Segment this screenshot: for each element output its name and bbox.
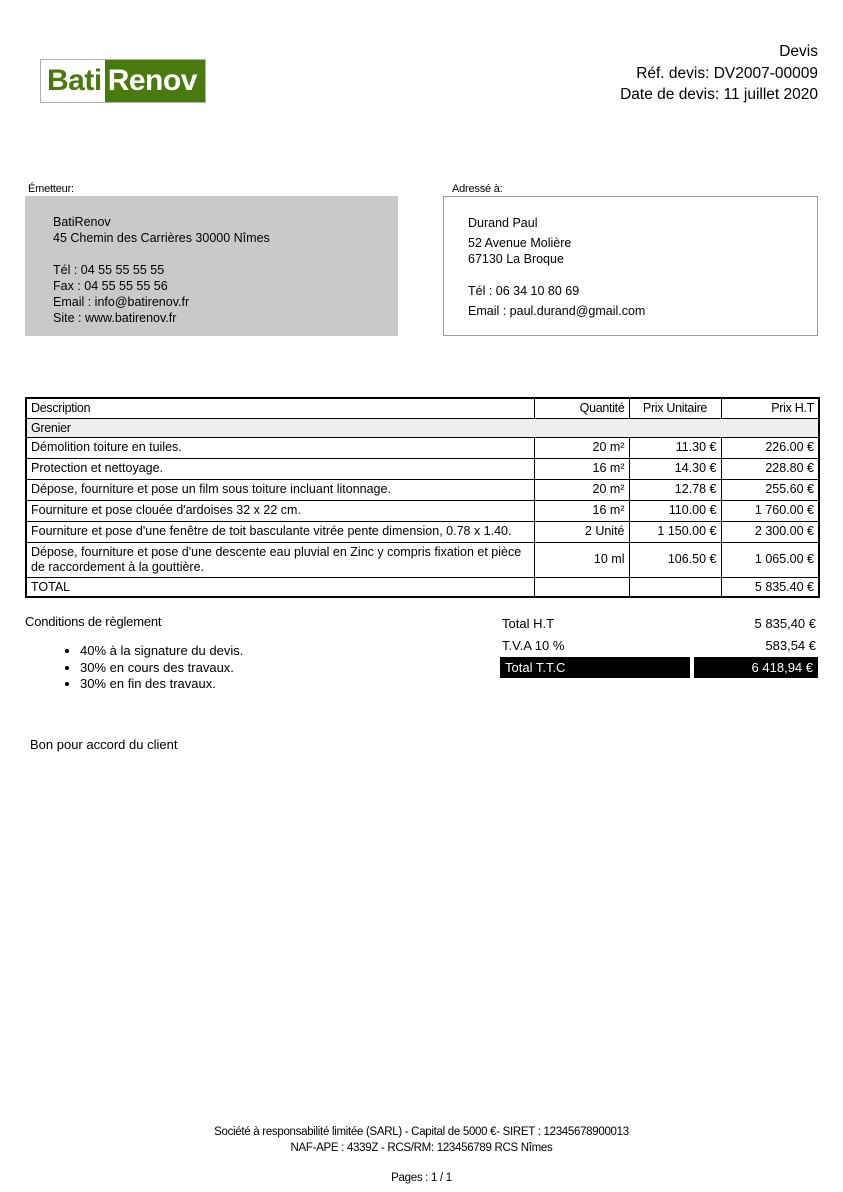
total-ttc-row [500,657,818,678]
item-unit-price: 110.00 € [629,500,721,521]
spacer [468,267,807,283]
item-description: Dépose, fourniture et pose un film sous toiture incluant litonnage. [26,479,534,500]
page-number: Pages : 1 / 1 [391,1172,452,1184]
sender-name: BatiRenov [53,215,111,229]
footer [0,1124,843,1186]
client-approval-text: Bon pour accord du client [30,737,178,752]
item-total: 2 300.00 € [721,521,819,542]
total-ttc-label: Total T.T.C [500,657,690,678]
spacer [53,246,388,262]
recipient-tel: Tél : 06 34 10 80 69 [468,284,580,298]
payment-terms-title: Conditions de règlement [25,614,162,629]
table-row [26,437,819,458]
payment-term-item: • 30% en cours des travaux. [80,660,243,677]
column-header-unit-price: Prix Unitaire [629,398,721,418]
item-unit-price: 12.78 € [629,479,721,500]
total-ttc-value: 6 418,94 € [694,657,818,678]
sender-tel: Tél : 04 55 55 55 55 [53,263,165,277]
payment-terms-list [80,643,243,693]
item-description: Fourniture et pose d'une fenêtre de toit basculante vitrée pente dimension, 0.78 x 1.40. [26,521,534,542]
item-description: Démolition toiture en tuiles. [26,437,534,458]
item-quantity: 16 m² [534,458,629,479]
recipient-email: Email : paul.durand@gmail.com [468,304,646,318]
sender-fax: Fax : 04 55 55 55 56 [53,279,168,293]
tva-row [500,634,818,656]
total-ht-label: Total H.T [502,615,555,631]
sender-box [25,196,398,336]
item-description: Dépose, fourniture et pose d'une descente eau pluvial en Zinc y compris fixation et pièce de raccordement à la gouttière. [26,542,534,577]
item-total: 1 065.00 € [721,542,819,577]
empty-cell [629,577,721,597]
items-table [25,397,820,598]
total-row-label: TOTAL [26,577,534,597]
document-type: Devis [779,43,818,60]
recipient-address-line1: 52 Avenue Molière [468,236,572,250]
empty-cell [534,577,629,597]
total-ht-value: 5 835,40 € [754,615,816,631]
column-header-description: Description [26,398,534,418]
logo-part-bati: Bati [41,60,105,102]
document-date: Date de devis: 11 juillet 2020 [620,86,818,103]
item-unit-price: 14.30 € [629,458,721,479]
item-quantity: 20 m² [534,479,629,500]
item-total: 1 760.00 € [721,500,819,521]
group-row [26,418,819,437]
item-description: Protection et nettoyage. [26,458,534,479]
table-total-row [26,577,819,597]
column-header-quantity: Quantité [534,398,629,418]
table-row [26,479,819,500]
logo-part-renov: Renov [105,60,205,102]
recipient-box [443,196,818,336]
table-header-row [26,398,819,418]
table-row [26,500,819,521]
item-quantity: 2 Unité [534,521,629,542]
recipient-address-line2: 67130 La Broque [468,252,564,266]
item-description: Fourniture et pose clouée d'ardoises 32 x 22 cm. [26,500,534,521]
document-reference: Réf. devis: DV2007-00009 [636,64,818,82]
total-ht-row [500,612,818,634]
sender-address: 45 Chemin des Carrières 30000 Nîmes [53,231,270,245]
item-total: 226.00 € [721,437,819,458]
item-quantity: 16 m² [534,500,629,521]
footer-legal-line2: NAF-APE : 4339Z - RCS/RM: 123456789 RCS Nîmes [290,1142,553,1154]
document-heading [620,41,818,106]
tva-label: T.V.A 10 % [502,637,565,653]
tva-value: 583,54 € [765,637,816,653]
payment-terms [25,614,243,693]
sender-site: Site : www.batirenov.fr [53,311,177,325]
item-unit-price: 1 150.00 € [629,521,721,542]
payment-term-item: • 30% en fin des travaux. [80,676,243,693]
sender-label: Émetteur: [28,183,74,195]
item-quantity: 10 ml [534,542,629,577]
table-row [26,542,819,577]
item-unit-price: 11.30 € [629,437,721,458]
item-quantity: 20 m² [534,437,629,458]
item-total: 255.60 € [721,479,819,500]
table-row [26,521,819,542]
item-total: 228.80 € [721,458,819,479]
column-header-total: Prix H.T [721,398,819,418]
company-logo [40,59,206,103]
recipient-name: Durand Paul [468,216,538,230]
footer-legal-line1: Société à responsabilité limitée (SARL) - Capital de 5000 €- SIRET : 12345678900013 [214,1126,629,1138]
sender-email: Email : info@batirenov.fr [53,295,190,309]
recipient-label: Adressé à: [452,183,503,195]
totals-summary [500,612,818,678]
item-unit-price: 106.50 € [629,542,721,577]
table-row [26,458,819,479]
payment-term-item: • 40% à la signature du devis. [80,643,243,660]
group-row-label: Grenier [26,418,819,437]
total-row-value: 5 835.40 € [721,577,819,597]
